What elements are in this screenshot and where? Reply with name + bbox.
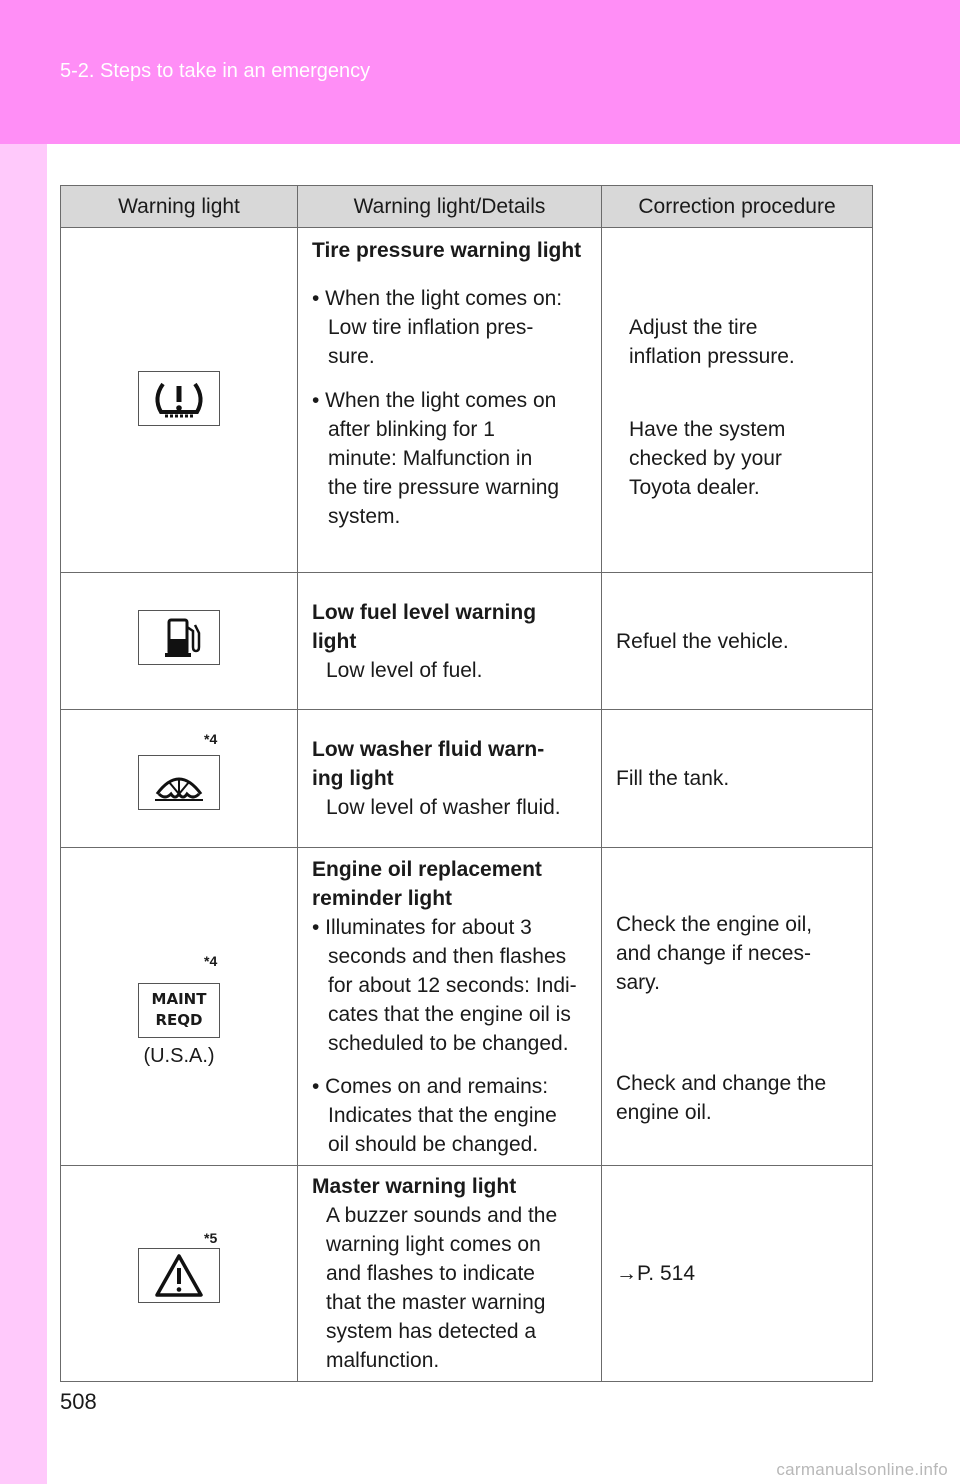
warning-title: Low fuel level warning	[312, 600, 537, 624]
master-warning-icon	[138, 1248, 220, 1303]
footnote-marker: *5	[204, 1230, 218, 1246]
correction-line: Adjust the tire	[629, 316, 758, 339]
icon-cell	[61, 1166, 298, 1382]
correction-cell	[602, 848, 873, 1166]
warning-detail: and flashes to indicate	[326, 1262, 535, 1285]
warning-title: reminder light	[312, 886, 453, 910]
icon-text: MAINT	[151, 989, 207, 1008]
bullet-line: the tire pressure warning	[328, 476, 560, 499]
warning-title: Master warning light	[312, 1175, 517, 1198]
details-cell	[298, 1166, 602, 1382]
warning-title: Engine oil replacement	[312, 857, 542, 881]
bullet-line: oil should be changed.	[328, 1132, 539, 1156]
section-title: 5-2. Steps to take in an emergency	[60, 60, 371, 82]
icon-cell	[61, 228, 298, 573]
correction-line: checked by your	[629, 447, 782, 470]
tire-pressure-warning-icon	[138, 371, 220, 426]
column-header: Warning light	[61, 186, 298, 228]
correction-cell	[602, 710, 873, 848]
correction-line: Toyota dealer.	[629, 476, 760, 499]
bullet-line: seconds and then flashes	[328, 944, 567, 968]
column-header: Warning light/Details	[298, 186, 602, 228]
bullet-line: minute: Malfunction in	[328, 447, 533, 470]
warning-detail: A buzzer sounds and the	[326, 1204, 558, 1227]
icon-text: REQD	[155, 1010, 203, 1029]
bullet-line: Indicates that the engine	[328, 1103, 557, 1127]
page-reference-link[interactable]: →P. 514	[616, 1262, 696, 1285]
correction-cell	[602, 228, 873, 573]
warning-detail: Low level of washer fluid.	[326, 796, 561, 819]
table-row	[61, 228, 873, 573]
correction-cell	[602, 1166, 873, 1382]
page-number: 508	[60, 1389, 97, 1414]
correction-cell	[602, 573, 873, 710]
maint-reqd-icon	[138, 983, 220, 1038]
warning-title: ing light	[312, 767, 394, 790]
footnote-marker: *4	[204, 953, 218, 969]
watermark: carmanualsonline.info	[776, 1460, 948, 1479]
warning-detail: warning light comes on	[326, 1233, 541, 1256]
bullet-line: • When the light comes on	[312, 389, 557, 412]
table-row	[61, 710, 873, 848]
warning-light-table	[60, 185, 873, 1382]
bullet-line: • Illuminates for about 3	[312, 915, 532, 939]
correction-line: sary.	[616, 971, 660, 994]
bullet-line: for about 12 seconds: Indi-	[328, 973, 577, 997]
details-cell	[298, 710, 602, 848]
table-header-row	[61, 186, 873, 228]
correction-line: and change if neces-	[616, 942, 811, 965]
bullet-line: system.	[328, 505, 401, 528]
correction-line: inflation pressure.	[629, 345, 795, 368]
fuel-pump-icon	[138, 610, 220, 665]
correction-line: engine oil.	[616, 1101, 712, 1124]
region-label: (U.S.A.)	[143, 1044, 215, 1067]
correction-line: Fill the tank.	[616, 767, 730, 790]
warning-detail: Low level of fuel.	[326, 658, 483, 682]
warning-detail: system has detected a	[326, 1320, 537, 1343]
details-cell	[298, 573, 602, 710]
footnote-marker: *4	[204, 731, 218, 747]
bullet-line: cates that the engine oil is	[328, 1002, 571, 1026]
details-cell	[298, 848, 602, 1166]
bullet-line: • When the light comes on:	[312, 287, 563, 310]
correction-line: Check and change the	[616, 1072, 827, 1095]
bullet-line: sure.	[328, 345, 375, 368]
warning-title: light	[312, 629, 357, 653]
warning-title: Low washer fluid warn-	[312, 738, 545, 761]
details-cell	[298, 228, 602, 573]
bullet-line: scheduled to be changed.	[328, 1031, 569, 1055]
bullet-line: • Comes on and remains:	[312, 1074, 549, 1098]
warning-title: Tire pressure warning light	[312, 239, 582, 262]
bullet-line: after blinking for 1	[328, 418, 495, 441]
icon-cell	[61, 573, 298, 710]
warning-detail: that the master warning	[326, 1291, 546, 1314]
icon-cell	[61, 848, 298, 1166]
correction-line: Have the system	[629, 418, 786, 441]
table-row	[61, 1166, 873, 1382]
table-row	[61, 848, 873, 1166]
column-header: Correction procedure	[602, 186, 873, 228]
warning-detail: malfunction.	[326, 1349, 440, 1372]
table-row	[61, 573, 873, 710]
bullet-line: Low tire inflation pres-	[328, 316, 534, 339]
left-margin-strip	[0, 144, 47, 1484]
icon-cell	[61, 710, 298, 848]
correction-line: Check the engine oil,	[616, 913, 813, 936]
washer-fluid-icon	[138, 755, 220, 810]
correction-line: Refuel the vehicle.	[616, 629, 789, 653]
